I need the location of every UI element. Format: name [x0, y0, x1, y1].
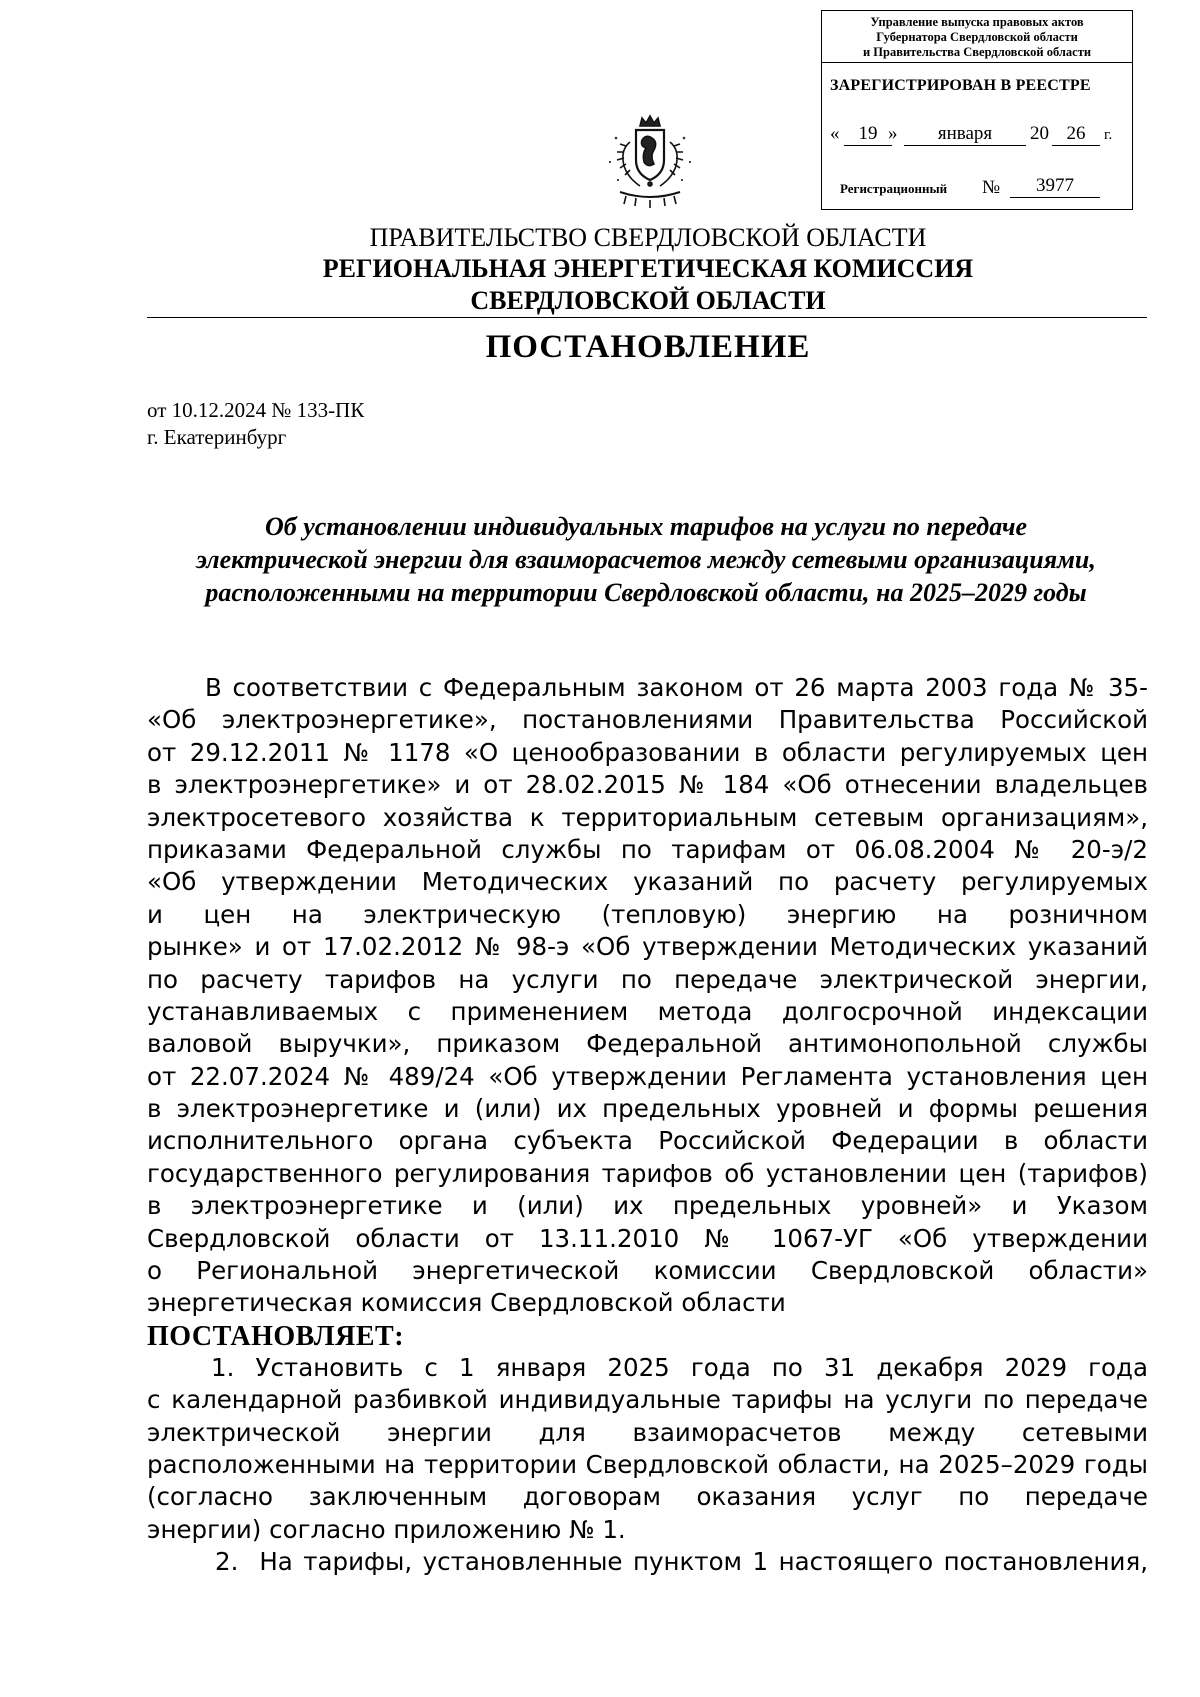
stamp-year-prefix: 20	[1030, 123, 1049, 144]
stamp-year-unit: г.	[1104, 127, 1113, 143]
decree-word: ПОСТАНОВЛЯЕТ:	[147, 1320, 405, 1352]
commission-name-line1: РЕГИОНАЛЬНАЯ ЭНЕРГЕТИЧЕСКАЯ КОМИССИЯ	[322, 254, 974, 283]
item-1-number: 1.	[211, 1352, 235, 1382]
preamble-line: «Об электроэнергетике», постановлениями Правительства Российской	[147, 705, 1148, 735]
item-1	[147, 1352, 1148, 1546]
preamble-line: исполнительного органа субъекта Российской Федерации в области	[147, 1126, 1148, 1156]
stamp-reg-number	[840, 171, 1130, 201]
preamble-line: в электроэнергетике и (или) их предельных уровней и формы решения	[147, 1094, 1148, 1124]
stamp-header-line: и Правительства Свердловской области	[862, 45, 1092, 59]
item-1-line: с календарной разбивкой индивидуальные тарифы на услуги по передаче	[147, 1385, 1148, 1415]
preamble-line: «Об утверждении Методических указаний по расчету регулируемых	[147, 867, 1148, 897]
coat-of-arms-emblem	[580, 112, 720, 212]
document-body	[147, 672, 1148, 1579]
preamble-line: в электроэнергетике» и от 28.02.2015 № 184 «Об отнесении владельцев	[147, 770, 1148, 800]
preamble-line: приказами Федеральной службы по тарифам от 06.08.2004 № 20-э/2	[147, 834, 1148, 864]
document-subject	[140, 510, 1152, 609]
preamble-paragraph	[147, 672, 1148, 1320]
preamble-line: в электроэнергетике и (или) их предельных уровней» и Указом	[147, 1191, 1148, 1221]
document-date-number: от 10.12.2024 № 133-ПК	[147, 398, 365, 422]
item-1-line-text: Установить с 1 января 2025 года по 31 декабря 2029 года	[255, 1352, 1148, 1382]
stamp-header	[822, 11, 1132, 63]
preamble-line: о Региональной энергетической комиссии Свердловской области»	[147, 1256, 1148, 1286]
item-2-text: На тарифы, установленные пунктом 1 настоящего постановления,	[259, 1547, 1148, 1577]
preamble-line: рынке» и от 17.02.2012 № 98-э «Об утверждении Методических указаний	[147, 932, 1148, 962]
commission-name-line2: СВЕРДЛОВСКОЙ ОБЛАСТИ	[470, 286, 826, 315]
preamble-line: и цен на электрическую (тепловую) энергию на розничном	[147, 899, 1148, 929]
item-1-line: электрической энергии для взаиморасчетов между сетевыми	[147, 1417, 1148, 1447]
stamp-day: 19	[844, 123, 892, 146]
preamble-line: энергетическая комиссия Свердловской области	[147, 1288, 786, 1318]
stamp-month: января	[904, 123, 1026, 146]
header-divider	[147, 317, 1147, 318]
stamp-registered-label: ЗАРЕГИСТРИРОВАН В РЕЕСТРЕ	[830, 77, 1091, 94]
item-2	[147, 1546, 1148, 1578]
document-type-title: ПОСТАНОВЛЕНИЕ	[485, 329, 811, 365]
preamble-line: по расчету тарифов на услуги по передаче электрической энергии,	[147, 964, 1148, 994]
preamble-line: от 22.07.2024 № 489/24 «Об утверждении Регламента установления цен	[147, 1061, 1148, 1091]
item-2-number: 2.	[215, 1547, 239, 1577]
item-1-line: (согласно заключенным договорам оказания услуг по передаче	[147, 1482, 1148, 1512]
item-1-line: расположенными на территории Свердловской области, на 2025–2029 годы	[147, 1449, 1148, 1479]
stamp-reg-number-label: Регистрационный	[840, 181, 948, 196]
preamble-line: от 29.12.2011 № 1178 «О ценообразовании в области регулируемых цен	[147, 737, 1148, 767]
preamble-line: устанавливаемых с применением метода долгосрочной индексации	[147, 996, 1148, 1026]
stamp-quote-close: »	[888, 123, 898, 144]
stamp-year-suffix: 26	[1052, 123, 1100, 146]
stamp-header-line: Губернатора Свердловской области	[876, 30, 1078, 44]
preamble-line: государственного регулирования тарифов об установлении цен (тарифов)	[147, 1158, 1148, 1188]
item-1-line: энергии) согласно приложению № 1.	[147, 1514, 626, 1544]
registration-stamp	[821, 10, 1133, 210]
item-1-line	[147, 1352, 1148, 1384]
preamble-line: валовой выручки», приказом Федеральной антимонопольной службы	[147, 1029, 1148, 1059]
preamble-line: Свердловской области от 13.11.2010 № 1067-УГ «Об утверждении	[147, 1223, 1148, 1253]
stamp-date	[830, 123, 1130, 151]
stamp-reg-number-value: 3977	[1010, 175, 1100, 198]
preamble-line: В соответствии с Федеральным законом от 26 марта 2003 года № 35-	[205, 673, 1148, 702]
document-city: г. Екатеринбург	[147, 425, 287, 449]
preamble-line: электросетевого хозяйства к территориальным сетевым организациям»,	[147, 802, 1148, 832]
stamp-header-line: Управление выпуска правовых актов	[870, 15, 1084, 29]
stamp-quote-open: «	[830, 123, 840, 144]
subject-line: расположенными на территории Свердловской области, на 2025–2029 годы	[205, 578, 1087, 607]
stamp-number-sign: №	[982, 177, 1001, 198]
government-name: ПРАВИТЕЛЬСТВО СВЕРДЛОВСКОЙ ОБЛАСТИ	[369, 223, 927, 252]
subject-line: электрической энергии для взаиморасчетов между сетевыми организациями,	[196, 545, 1096, 574]
subject-line: Об установлении индивидуальных тарифов на услуги по передаче	[264, 512, 1028, 541]
